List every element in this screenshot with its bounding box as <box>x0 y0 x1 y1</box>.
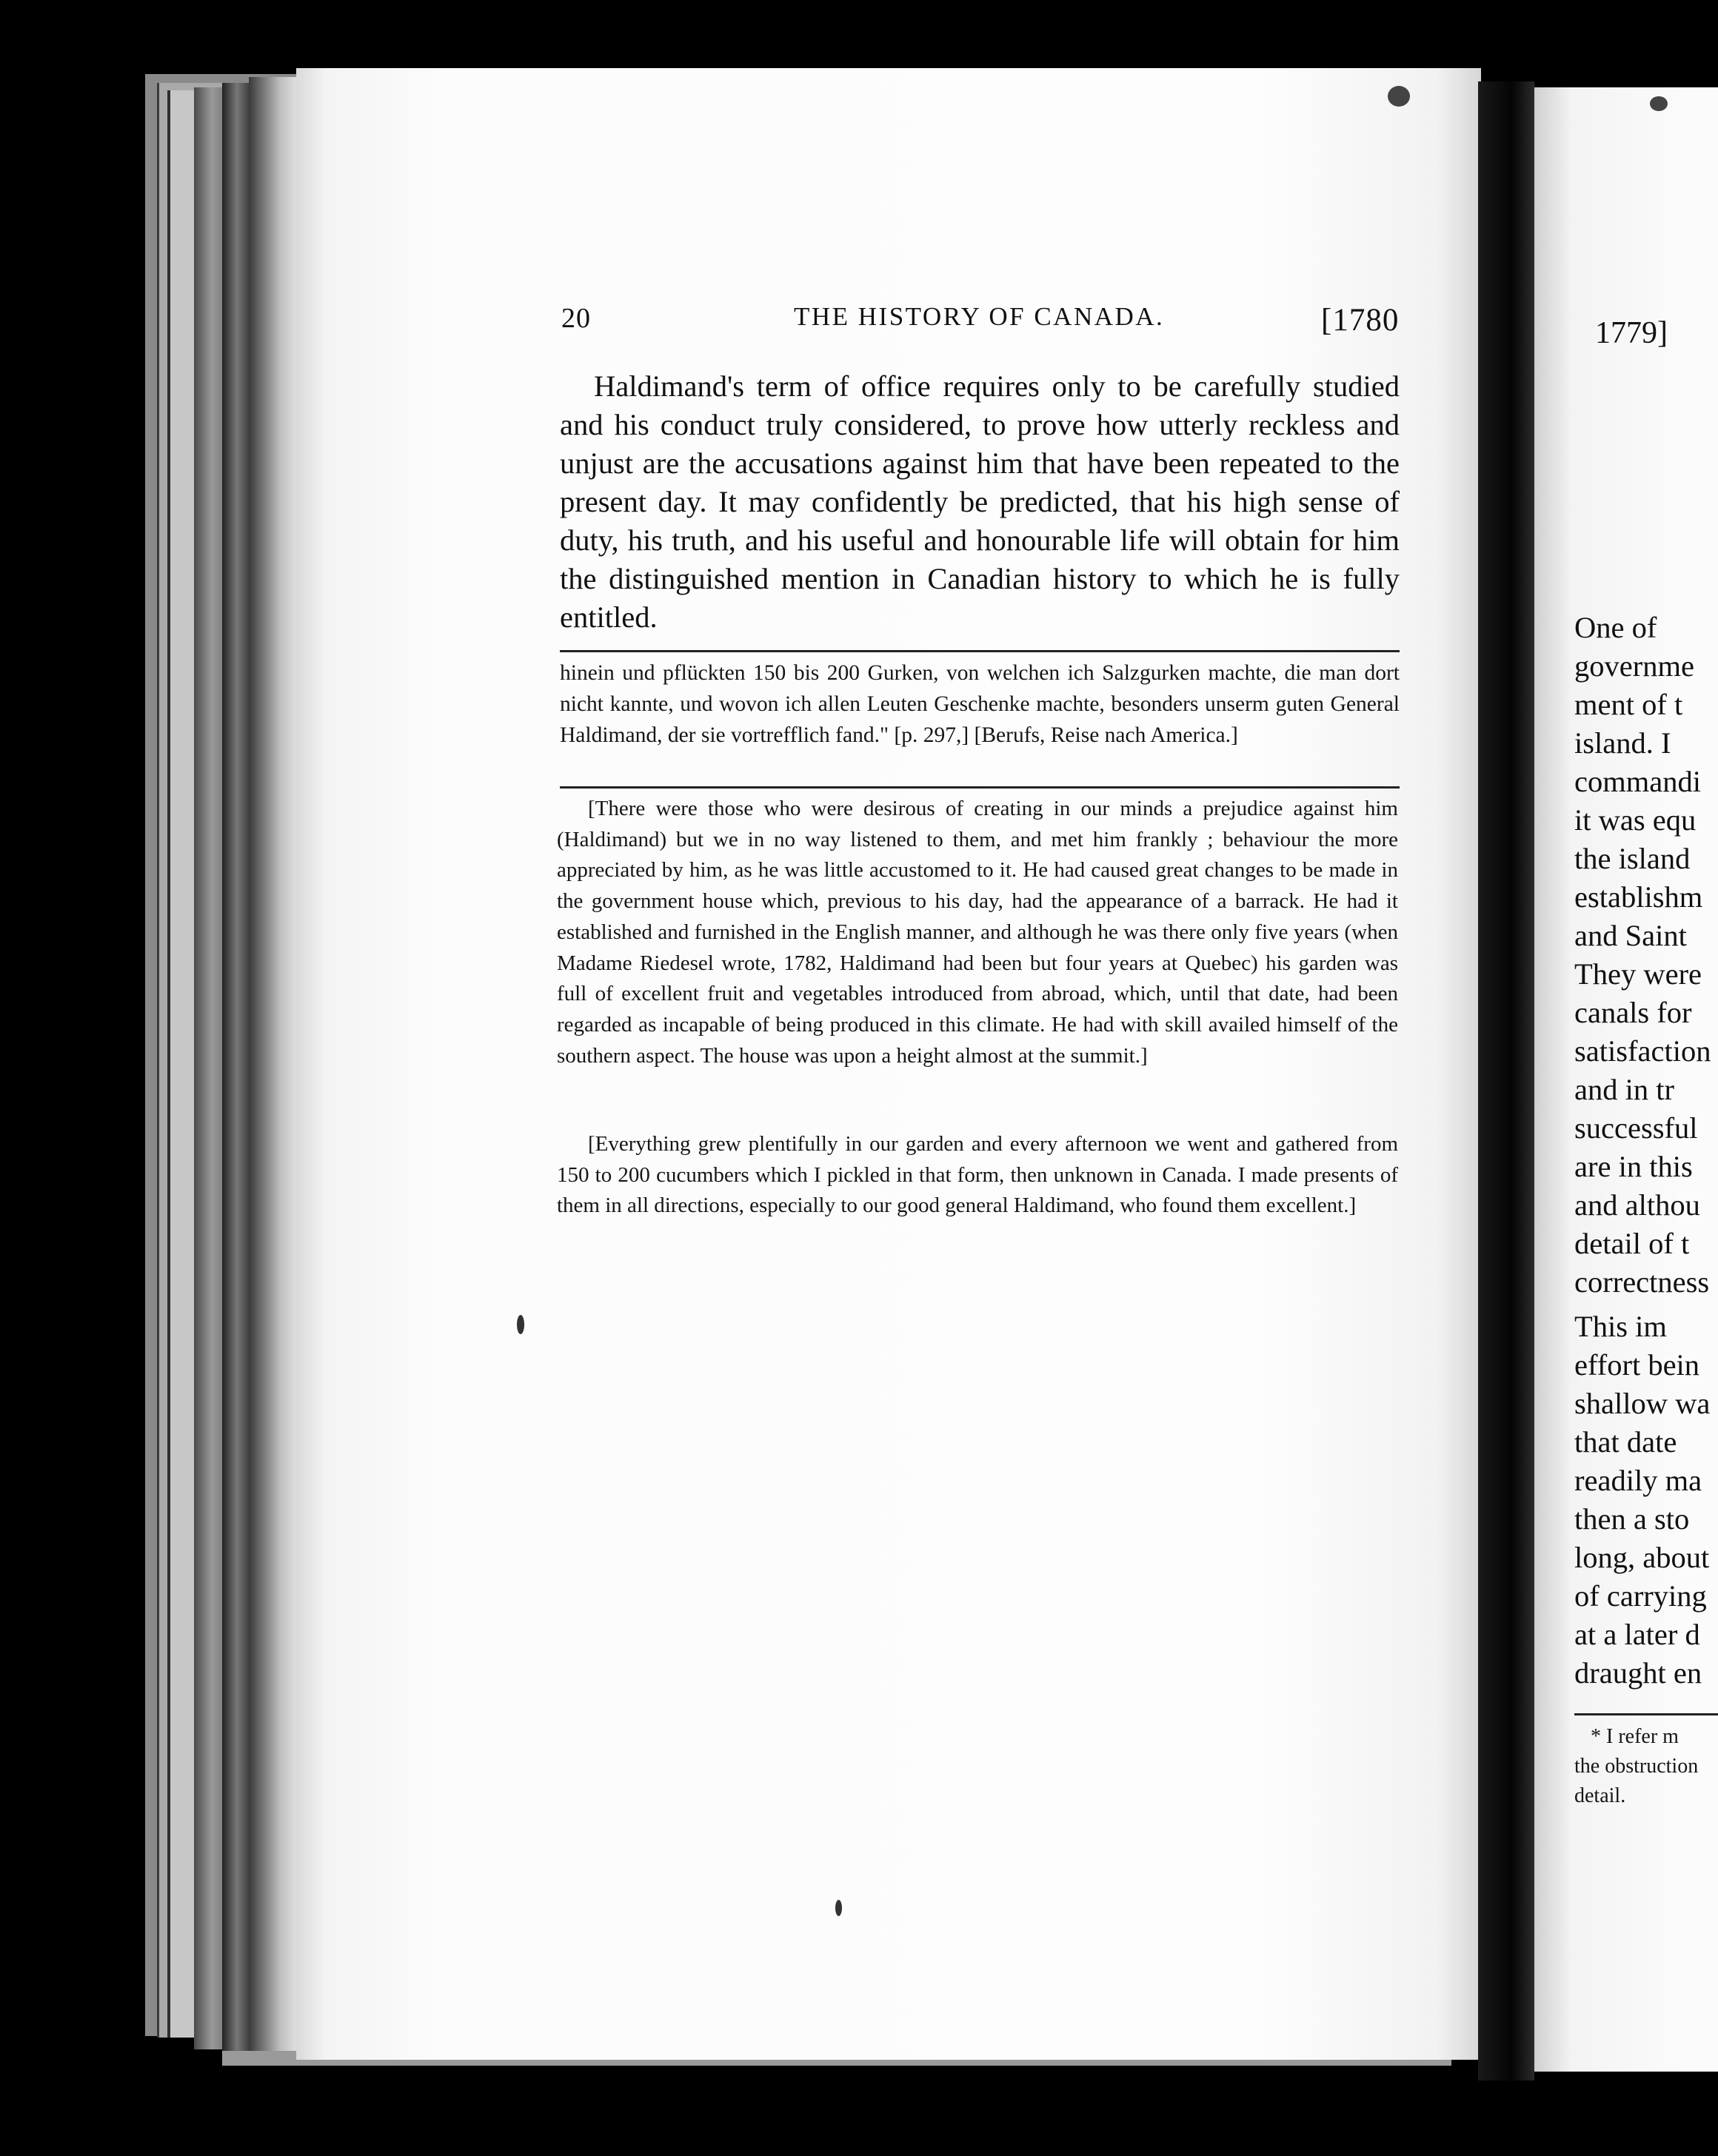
right-page-line: readily ma <box>1574 1464 1702 1497</box>
scan-speck <box>1388 86 1410 107</box>
scan-speck <box>1650 96 1668 111</box>
footnote-rule <box>560 786 1400 789</box>
right-page-line: commandi <box>1574 765 1701 798</box>
page-edge-shadow <box>222 83 252 2052</box>
right-page-line: draught en <box>1574 1656 1702 1690</box>
footnote-translation-paragraph: [There were those who were desirous of creating in our minds a prejudice against him (Haldimand) but we in no way listened to them, and met him frankly ; behaviour the more appreciated by him, as he was little accustomed to it. He had caused great changes to be made in the government house which, previous to his day, had the appearance of a barrack. He had it established and furnished in the English manner, and although he was there only five years (when Madame Riedesel wrote, 1782, Haldimand had been but four years at Quebec) his garden was full of excellent fruit and vegetables introduced from abroad, which, until that date, had been regarded as incapable of being produced in this climate. He had with skill availed himself of the southern aspect. The house was upon a height almost at the summit.] <box>557 797 1398 1068</box>
right-page-line: This im <box>1574 1310 1667 1343</box>
right-page-line: at a later d <box>1574 1618 1700 1651</box>
footnote-german: hinein und pflückten 150 bis 200 Gurken, von welchen ich Salzgurken machte, die man dort nicht kannte, und wovon ich allen Leuten Geschenke machte, besonders unserm guten General Haldimand, der sie vortrefflich fand." [p. 297,] [Berufs, Reise nach America.] <box>560 661 1400 747</box>
right-footnote-line: detail. <box>1574 1784 1626 1807</box>
scan-speck <box>835 1900 842 1916</box>
right-page-line: canals for <box>1574 996 1692 1029</box>
footnote-rule <box>560 650 1400 652</box>
right-page-line: that date <box>1574 1425 1677 1459</box>
footnote-translation-paragraph: [Everything grew plentifully in our garden and every afternoon we went and gathered from 150 to 200 cucumbers which I pickled in that form, then unknown in Canada. I made presents of them in all directions, especially to our good general Haldimand, who found them excellent.] <box>557 1132 1398 1218</box>
book-spine <box>1478 81 1534 2080</box>
body-paragraph: Haldimand's term of office requires only to be carefully studied and his conduct truly considered, to prove how utterly reckless and unjust are the accusations against him that have been repeated to the present day. It may confidently be predicted, that his high sense of duty, his truth, and his useful and honourable life will obtain for him the distinguished mention in Canadian history to which he is fully entitled. <box>560 369 1400 634</box>
right-page-line: it was equ <box>1574 803 1697 837</box>
page-edge-shadow <box>249 77 301 2061</box>
right-page-line: satisfaction <box>1574 1034 1711 1068</box>
right-page-line: effort bein <box>1574 1348 1700 1382</box>
right-page-line: and althou <box>1574 1188 1700 1222</box>
right-page-line: One of <box>1574 611 1657 644</box>
right-page-line: correctness <box>1574 1265 1710 1299</box>
right-footnote-line: the obstruction <box>1574 1755 1699 1778</box>
right-page-line: island. I <box>1574 726 1671 760</box>
right-page-line: the island <box>1574 842 1691 875</box>
right-page-line: and in tr <box>1574 1073 1674 1106</box>
right-page-line: establishm <box>1574 880 1703 914</box>
right-page-line: of carrying <box>1574 1579 1707 1613</box>
right-page-line: long, about <box>1574 1541 1710 1574</box>
page-number: 20 <box>561 303 591 334</box>
right-page-line: governme <box>1574 649 1694 683</box>
running-title: THE HISTORY OF CANADA. <box>794 302 1165 331</box>
right-footnote-rule <box>1574 1713 1718 1715</box>
right-page-line: shallow wa <box>1574 1387 1711 1420</box>
right-page-line: They were <box>1574 957 1702 991</box>
right-running-year: 1779] <box>1595 316 1668 350</box>
right-page-line: ment of t <box>1574 688 1683 721</box>
right-page-line: and Saint <box>1574 919 1687 952</box>
right-page-line: detail of t <box>1574 1227 1690 1260</box>
right-footnote-line: * I refer m <box>1591 1725 1679 1748</box>
running-year: [1780 <box>1321 303 1400 338</box>
scan-speck <box>517 1315 524 1334</box>
right-page-line: are in this <box>1574 1150 1693 1183</box>
right-page-line: then a sto <box>1574 1502 1690 1536</box>
right-page-line: successful <box>1574 1111 1698 1145</box>
